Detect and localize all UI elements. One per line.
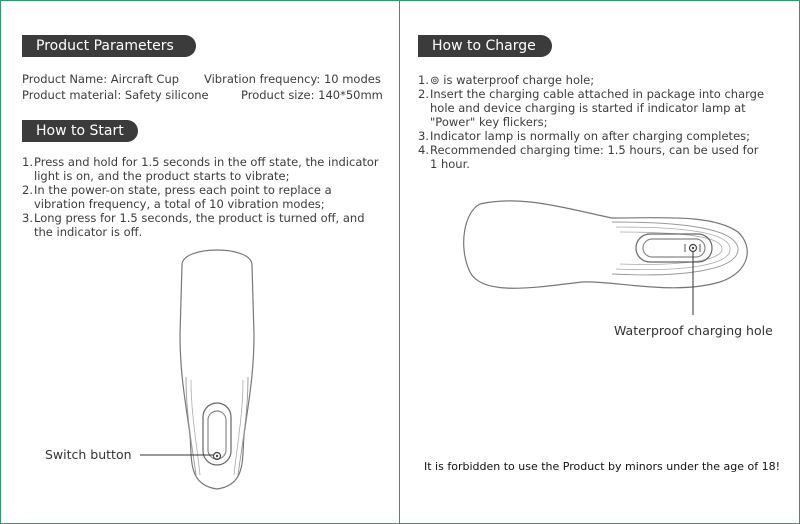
column-divider xyxy=(399,0,400,524)
switch-button-label: Switch button xyxy=(45,447,132,462)
step-line: vibration frequency, a total of 10 vibration modes; xyxy=(34,197,325,211)
step-number: 1. xyxy=(22,155,33,169)
product-front-illustration xyxy=(162,245,272,500)
charge-step xyxy=(418,73,788,87)
step-line: ⊚ is waterproof charge hole; xyxy=(430,73,595,87)
step-number: 1. xyxy=(418,73,429,87)
step-number: 4. xyxy=(418,143,429,157)
step-line: In the power-on state, press each point to replace a xyxy=(34,183,332,197)
start-step xyxy=(22,183,392,211)
charge-step xyxy=(418,143,788,171)
start-steps-list xyxy=(22,155,392,239)
step-number: 2. xyxy=(22,183,33,197)
step-line: Indicator lamp is normally on after charging completes; xyxy=(430,129,751,143)
step-line: Long press for 1.5 seconds, the product is turned off, and xyxy=(34,211,365,225)
charge-step xyxy=(418,129,788,143)
step-line: Insert the charging cable attached in package into charge xyxy=(430,87,765,101)
switch-button-inner xyxy=(208,411,226,459)
product-size-text: Product size: 140*50mm xyxy=(241,88,383,102)
step-line: Press and hold for 1.5 seconds in the off state, the indicator xyxy=(34,155,379,169)
step-line: the indicator is off. xyxy=(34,225,143,239)
product-name-text: Product Name: Aircraft Cup xyxy=(22,72,180,86)
age-warning-text: It is forbidden to use the Product by minors under the age of 18! xyxy=(424,460,780,473)
step-number: 2. xyxy=(418,87,429,101)
start-step xyxy=(22,211,392,239)
hole-leader-line xyxy=(691,255,695,317)
product-parameters-header: Product Parameters xyxy=(22,35,196,57)
step-number: 3. xyxy=(418,129,429,143)
step-number: 3. xyxy=(22,211,33,225)
product-contour-line xyxy=(612,222,738,275)
switch-leader-line xyxy=(140,453,215,457)
start-step xyxy=(22,155,392,183)
product-side-illustration xyxy=(462,192,752,302)
step-line: 1 hour. xyxy=(430,157,470,171)
waterproof-hole-label: Waterproof charging hole xyxy=(614,323,773,338)
charging-panel-inner xyxy=(643,239,705,257)
charge-step xyxy=(418,87,788,129)
how-to-start-header: How to Start xyxy=(22,120,138,142)
charging-panel-outer xyxy=(636,234,712,262)
step-line: "Power" key flickers; xyxy=(430,115,548,129)
product-material-text: Product material: Safety silicone xyxy=(22,88,209,102)
step-line: light is on, and the product starts to vibrate; xyxy=(34,169,290,183)
step-line: Recommended charging time: 1.5 hours, can be used for xyxy=(430,143,759,157)
charge-steps-list xyxy=(418,73,788,171)
how-to-charge-header: How to Charge xyxy=(418,35,552,57)
step-line: hole and device charging is started if indicator lamp at xyxy=(430,101,746,115)
vibration-frequency-text: Vibration frequency: 10 modes xyxy=(204,72,381,86)
